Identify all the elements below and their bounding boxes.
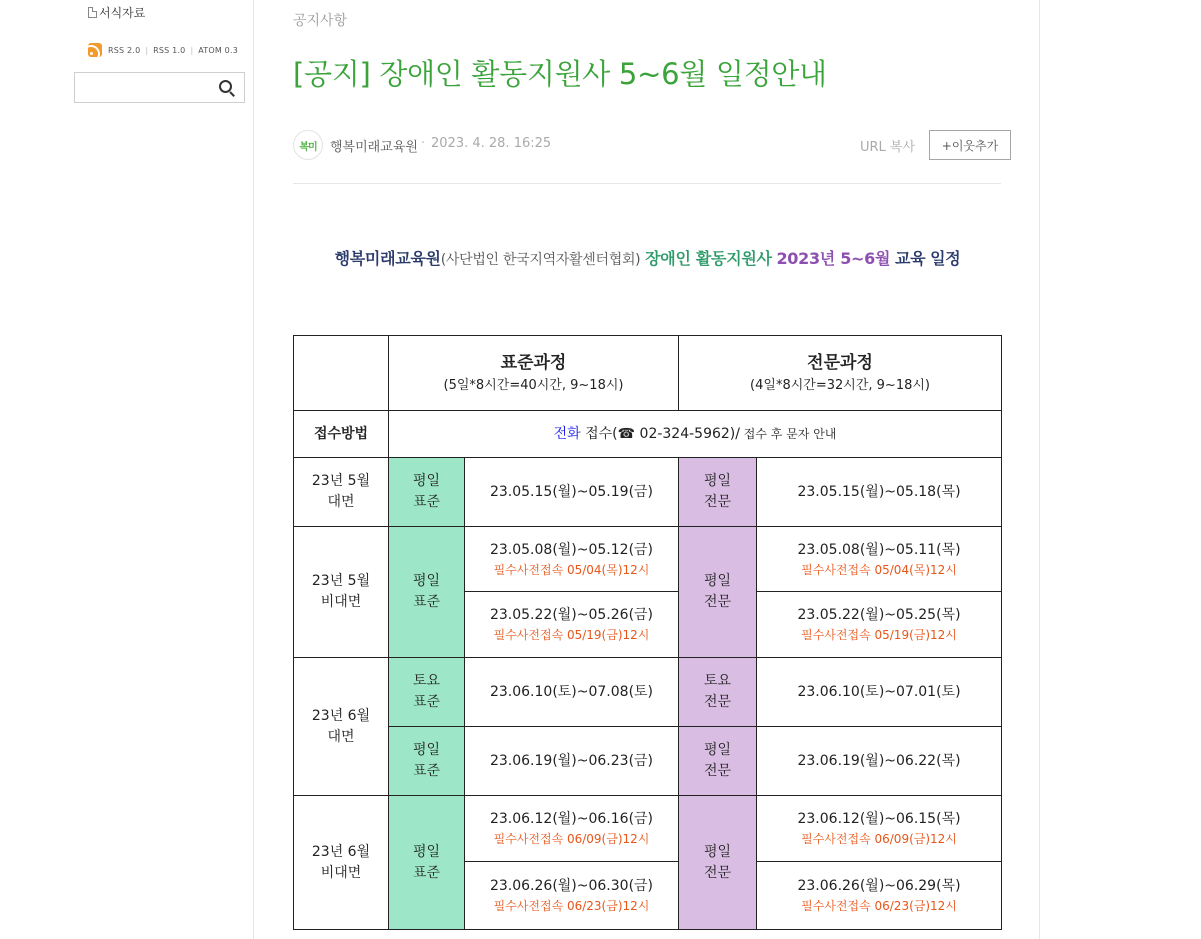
expert-course-header [679,336,1002,411]
author-avatar[interactable] [293,130,323,160]
post-headline [254,246,1041,269]
rss-separator: | [190,45,194,55]
expert-course-sub: (4일*8시간=32시간, 9~18시) [750,378,930,393]
expert-type-cell: 평일 전문 [679,796,757,930]
headline-org-sub: (사단법인 한국지역자활센터협회) [440,252,641,268]
url-copy-button[interactable]: URL 복사 [860,140,916,155]
group-label-may-online: 23년 5월 비대면 [294,527,389,658]
table-row [294,527,1002,592]
sidebar-link-forms[interactable] [88,4,145,21]
headline-period: 2023년 5~6월 [776,249,891,268]
avatar-logo-text: 복미 [299,141,317,153]
expert-course-title: 전문과정 [807,352,873,373]
expert-type-cell: 토요 전문 [679,658,757,727]
standard-course-sub: (5일*8시간=40시간, 9~18시) [443,378,624,393]
receipt-phone-text: 접수(☎ 02-324-5962)/ [580,425,740,442]
standard-type-cell: 평일 표준 [389,527,465,658]
meta-separator: · [421,136,426,151]
receipt-label: 접수방법 [294,411,389,458]
schedule-table [293,335,1002,930]
expert-date-cell: 23.05.08(월)~05.11(목) 필수사전접속 05/04(목)12시 [757,527,1002,592]
expert-type-cell: 평일 전문 [679,527,757,658]
standard-course-title: 표준과정 [500,352,567,373]
post-panel [253,0,1040,939]
group-label-june-online: 23년 6월 비대면 [294,796,389,930]
receipt-phone-word: 전화 [553,425,581,442]
standard-course-header [389,336,679,411]
receipt-method [389,411,1002,458]
author-name[interactable]: 행복미래교육원 [330,140,418,155]
meta-divider [293,183,1001,184]
headline-course: 장애인 활동지원사 [645,249,772,268]
expert-date-cell: 23.06.10(토)~07.01(토) [757,658,1002,727]
headline-org: 행복미래교육원 [334,249,441,268]
standard-date-cell: 23.06.10(토)~07.08(토) [465,658,679,727]
standard-date-cell: 23.06.19(월)~06.23(금) [465,727,679,796]
table-row [294,727,1002,796]
headline-schedule: 일정 [930,249,961,268]
sidebar-link-forms-label: 서식자료 [99,6,146,20]
standard-date-cell: 23.05.22(월)~05.26(금) 필수사전접속 05/19(금)12시 [465,592,679,658]
rss1-link[interactable]: RSS 1.0 [153,45,186,55]
document-icon [88,7,97,18]
header-empty-cell [294,336,389,411]
add-neighbor-button[interactable]: +이웃추가 [929,130,1011,160]
headline-edu: 교육 [894,249,926,268]
post-date: 2023. 4. 28. 16:25 [431,136,552,151]
search-box [74,72,245,103]
atom-link[interactable]: ATOM 0.3 [198,45,238,55]
rss-separator: | [145,45,149,55]
expert-date-cell: 23.06.19(월)~06.22(목) [757,727,1002,796]
expert-type-cell: 평일 전문 [679,458,757,527]
post-meta [293,130,1001,160]
rss2-link[interactable]: RSS 2.0 [108,45,141,55]
search-button[interactable] [218,79,236,97]
table-header-row [294,336,1002,411]
table-row [294,658,1002,727]
table-row [294,796,1002,862]
expert-date-cell: 23.06.12(월)~06.15(목) 필수사전접속 06/09(금)12시 [757,796,1002,862]
rss-links [88,43,238,57]
group-label-june-face: 23년 6월 대면 [294,658,389,796]
group-label-may-face: 23년 5월 대면 [294,458,389,527]
receipt-small-text: 접수 후 문자 안내 [739,426,837,441]
receipt-row [294,411,1002,458]
standard-type-cell: 평일 표준 [389,796,465,930]
expert-date-cell: 23.06.26(월)~06.29(목) 필수사전접속 06/23(금)12시 [757,862,1002,930]
standard-date-cell: 23.06.26(월)~06.30(금) 필수사전접속 06/23(금)12시 [465,862,679,930]
expert-type-cell: 평일 전문 [679,727,757,796]
post-category[interactable]: 공지사항 [293,13,348,29]
rss-icon [88,43,102,57]
expert-date-cell: 23.05.22(월)~05.25(목) 필수사전접속 05/19(금)12시 [757,592,1002,658]
standard-type-cell: 평일 표준 [389,458,465,527]
post-title: [공지] 장애인 활동지원사 5~6월 일정안내 [293,57,827,91]
standard-type-cell: 토요 표준 [389,658,465,727]
table-row [294,458,1002,527]
expert-date-cell: 23.05.15(월)~05.18(목) [757,458,1002,527]
standard-type-cell: 평일 표준 [389,727,465,796]
standard-date-cell: 23.05.15(월)~05.19(금) [465,458,679,527]
search-input[interactable] [75,73,213,102]
standard-date-cell: 23.06.12(월)~06.16(금) 필수사전접속 06/09(금)12시 [465,796,679,862]
standard-date-cell: 23.05.08(월)~05.12(금) 필수사전접속 05/04(목)12시 [465,527,679,592]
